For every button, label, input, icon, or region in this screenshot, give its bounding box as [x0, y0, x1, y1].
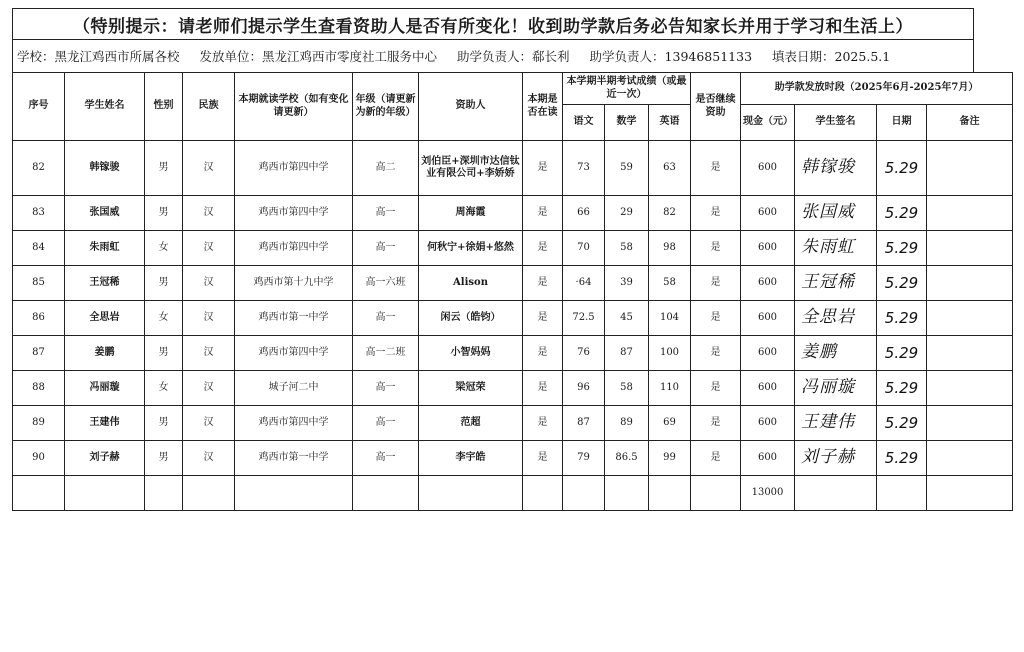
cell-enrolled: 是: [523, 336, 563, 371]
phone-field: 助学负责人：13946851133: [589, 49, 753, 64]
cell-continue: 是: [691, 406, 741, 441]
cell-cash: 600: [741, 441, 795, 476]
cell-sponsor: 闲云（皓钧）: [419, 301, 523, 336]
header-english: 英语: [649, 105, 691, 141]
cell-cash: 600: [741, 336, 795, 371]
cell-school: 鸡西市第一中学: [235, 441, 353, 476]
cell-enrolled: 是: [523, 441, 563, 476]
cell-grade: 高一: [353, 196, 419, 231]
cell-continue: 是: [691, 441, 741, 476]
cell-enrolled: 是: [523, 141, 563, 196]
cell-seq: 86: [13, 301, 65, 336]
cell-gender: 男: [145, 441, 183, 476]
form-info-line: [12, 39, 974, 72]
header-grade: 年级（请更新为新的年级）: [353, 73, 419, 141]
cell-enrolled: 是: [523, 406, 563, 441]
cell-english: 100: [649, 336, 691, 371]
header-sponsor: 资助人: [419, 73, 523, 141]
cell-cash: 600: [741, 406, 795, 441]
cell-name: 王冠稀: [65, 266, 145, 301]
cell-math: 89: [605, 406, 649, 441]
cell-seq: 83: [13, 196, 65, 231]
cell-chinese: 73: [563, 141, 605, 196]
cell-date: 5.29: [877, 266, 927, 301]
table-row: [13, 141, 1013, 196]
cell-chinese: 76: [563, 336, 605, 371]
cell-remark: [927, 301, 1013, 336]
cell-signature: 朱雨虹: [795, 231, 877, 266]
cell-date: 5.29: [877, 141, 927, 196]
cell-seq: 84: [13, 231, 65, 266]
cell-signature: 冯丽璇: [795, 371, 877, 406]
cell-english: 110: [649, 371, 691, 406]
cell-grade: 高一: [353, 231, 419, 266]
cell-name: 朱雨虹: [65, 231, 145, 266]
cell-continue: 是: [691, 301, 741, 336]
cell-math: 29: [605, 196, 649, 231]
cell-remark: [927, 266, 1013, 301]
cell-gender: 男: [145, 266, 183, 301]
cell-sponsor: 李宇皓: [419, 441, 523, 476]
header-name: 学生姓名: [65, 73, 145, 141]
cell-math: 45: [605, 301, 649, 336]
cell-math: 59: [605, 141, 649, 196]
manager-field: 助学负责人：郗长利: [457, 49, 570, 64]
cell-seq: 89: [13, 406, 65, 441]
cell-ethnicity: 汉: [183, 266, 235, 301]
cell-school: 鸡西市第一中学: [235, 301, 353, 336]
cell-seq: 90: [13, 441, 65, 476]
cell-english: 63: [649, 141, 691, 196]
table-row: [13, 371, 1013, 406]
cell-ethnicity: 汉: [183, 141, 235, 196]
cell-remark: [927, 141, 1013, 196]
cell-name: 韩镓骏: [65, 141, 145, 196]
header-enrolled: 本期是否在读: [523, 73, 563, 141]
cell-english: 69: [649, 406, 691, 441]
cell-name: 全思岩: [65, 301, 145, 336]
header-scores-group: 本学期半期考试成绩（或最近一次）: [563, 73, 691, 105]
cell-english: 104: [649, 301, 691, 336]
issuer-field: 发放单位：黑龙江鸡西市零度社工服务中心: [199, 49, 438, 64]
cell-chinese: 66: [563, 196, 605, 231]
cell-continue: 是: [691, 196, 741, 231]
table-row: [13, 336, 1013, 371]
cell-cash: 600: [741, 371, 795, 406]
header-school: 本期就读学校（如有变化请更新）: [235, 73, 353, 141]
cell-sponsor: Alison: [419, 266, 523, 301]
cell-school: 鸡西市第四中学: [235, 231, 353, 266]
cell-ethnicity: 汉: [183, 371, 235, 406]
cell-math: 58: [605, 231, 649, 266]
cell-grade: 高一六班: [353, 266, 419, 301]
header-ethnicity: 民族: [183, 73, 235, 141]
cell-cash: 600: [741, 301, 795, 336]
notice-banner: （特别提示：请老师们提示学生查看资助人是否有所变化！收到助学款后务必告知家长并用于学习和生活上）: [12, 8, 974, 39]
cell-signature: 全思岩: [795, 301, 877, 336]
cell-grade: 高一: [353, 371, 419, 406]
cell-enrolled: 是: [523, 231, 563, 266]
cell-school: 鸡西市第四中学: [235, 336, 353, 371]
cell-remark: [927, 196, 1013, 231]
cell-name: 张国威: [65, 196, 145, 231]
cell-school: 鸡西市第四中学: [235, 196, 353, 231]
cell-date: 5.29: [877, 231, 927, 266]
cell-signature: 王建伟: [795, 406, 877, 441]
cell-continue: 是: [691, 231, 741, 266]
table-row: [13, 301, 1013, 336]
cell-grade: 高二: [353, 141, 419, 196]
cell-seq: 88: [13, 371, 65, 406]
cell-ethnicity: 汉: [183, 336, 235, 371]
cell-date: 5.29: [877, 441, 927, 476]
aid-form-sheet: [12, 8, 980, 511]
cell-grade: 高一: [353, 441, 419, 476]
cell-name: 冯丽璇: [65, 371, 145, 406]
cell-date: 5.29: [877, 336, 927, 371]
cell-school: 鸡西市第四中学: [235, 141, 353, 196]
cell-sponsor: 范超: [419, 406, 523, 441]
cell-math: 87: [605, 336, 649, 371]
cell-grade: 高一二班: [353, 336, 419, 371]
cell-enrolled: 是: [523, 266, 563, 301]
date-field: 填表日期：2025.5.1: [772, 49, 891, 64]
header-remark: 备注: [927, 105, 1013, 141]
cell-chinese: 96: [563, 371, 605, 406]
cell-ethnicity: 汉: [183, 441, 235, 476]
cell-date: 5.29: [877, 196, 927, 231]
cell-sponsor: 何秋宁+徐娟+悠然: [419, 231, 523, 266]
header-continue: 是否继续资助: [691, 73, 741, 141]
cell-date: 5.29: [877, 371, 927, 406]
cell-english: 99: [649, 441, 691, 476]
cell-signature: 韩镓骏: [795, 141, 877, 196]
cell-sponsor: 小智妈妈: [419, 336, 523, 371]
cell-gender: 男: [145, 336, 183, 371]
cell-signature: 王冠稀: [795, 266, 877, 301]
table-row: [13, 441, 1013, 476]
cell-ethnicity: 汉: [183, 301, 235, 336]
cell-name: 王建伟: [65, 406, 145, 441]
cell-date: 5.29: [877, 301, 927, 336]
cell-seq: 87: [13, 336, 65, 371]
cell-chinese: 72.5: [563, 301, 605, 336]
cell-sponsor: 刘伯臣+深圳市达信钛业有限公司+李娇娇: [419, 141, 523, 196]
cell-name: 刘子赫: [65, 441, 145, 476]
cell-gender: 女: [145, 301, 183, 336]
cell-signature: 刘子赫: [795, 441, 877, 476]
cell-seq: 82: [13, 141, 65, 196]
header-date: 日期: [877, 105, 927, 141]
cell-english: 98: [649, 231, 691, 266]
aid-table: [12, 72, 1013, 511]
cell-chinese: ·64: [563, 266, 605, 301]
cell-cash: 600: [741, 196, 795, 231]
cell-remark: [927, 371, 1013, 406]
cell-sponsor: 周海霞: [419, 196, 523, 231]
cell-remark: [927, 231, 1013, 266]
table-row: [13, 406, 1013, 441]
cell-cash: 600: [741, 141, 795, 196]
cell-cash: 600: [741, 266, 795, 301]
cell-enrolled: 是: [523, 301, 563, 336]
header-row-1: [13, 73, 1013, 105]
cell-remark: [927, 336, 1013, 371]
cell-english: 82: [649, 196, 691, 231]
cell-ethnicity: 汉: [183, 231, 235, 266]
school-field: 学校：黑龙江鸡西市所属各校: [17, 49, 180, 64]
cell-gender: 男: [145, 196, 183, 231]
table-row: [13, 231, 1013, 266]
cell-gender: 女: [145, 371, 183, 406]
cell-sponsor: 梁冠荣: [419, 371, 523, 406]
table-row: [13, 266, 1013, 301]
cell-signature: 姜鹏: [795, 336, 877, 371]
cell-name: 姜鹏: [65, 336, 145, 371]
cell-ethnicity: 汉: [183, 406, 235, 441]
cell-school: 城子河二中: [235, 371, 353, 406]
header-gender: 性别: [145, 73, 183, 141]
cell-enrolled: 是: [523, 371, 563, 406]
table-row: [13, 196, 1013, 231]
total-row: [13, 476, 1013, 511]
cell-english: 58: [649, 266, 691, 301]
cell-enrolled: 是: [523, 196, 563, 231]
cell-ethnicity: 汉: [183, 196, 235, 231]
cell-school: 鸡西市第十九中学: [235, 266, 353, 301]
cell-continue: 是: [691, 336, 741, 371]
cell-gender: 男: [145, 406, 183, 441]
header-cash: 现金（元）: [741, 105, 795, 141]
cell-chinese: 79: [563, 441, 605, 476]
header-payout-group: 助学款发放时段（2025年6月-2025年7月）: [741, 73, 1013, 105]
cell-signature: 张国威: [795, 196, 877, 231]
cell-grade: 高一: [353, 406, 419, 441]
cell-math: 86.5: [605, 441, 649, 476]
cell-math: 58: [605, 371, 649, 406]
header-math: 数学: [605, 105, 649, 141]
cell-gender: 男: [145, 141, 183, 196]
cell-chinese: 87: [563, 406, 605, 441]
total-cash: 13000: [741, 476, 795, 511]
header-chinese: 语文: [563, 105, 605, 141]
cell-continue: 是: [691, 141, 741, 196]
header-signature: 学生签名: [795, 105, 877, 141]
cell-remark: [927, 441, 1013, 476]
cell-gender: 女: [145, 231, 183, 266]
cell-cash: 600: [741, 231, 795, 266]
cell-grade: 高一: [353, 301, 419, 336]
cell-math: 39: [605, 266, 649, 301]
cell-chinese: 70: [563, 231, 605, 266]
cell-remark: [927, 406, 1013, 441]
cell-date: 5.29: [877, 406, 927, 441]
header-seq: 序号: [13, 73, 65, 141]
cell-continue: 是: [691, 371, 741, 406]
cell-seq: 85: [13, 266, 65, 301]
cell-continue: 是: [691, 266, 741, 301]
cell-school: 鸡西市第四中学: [235, 406, 353, 441]
